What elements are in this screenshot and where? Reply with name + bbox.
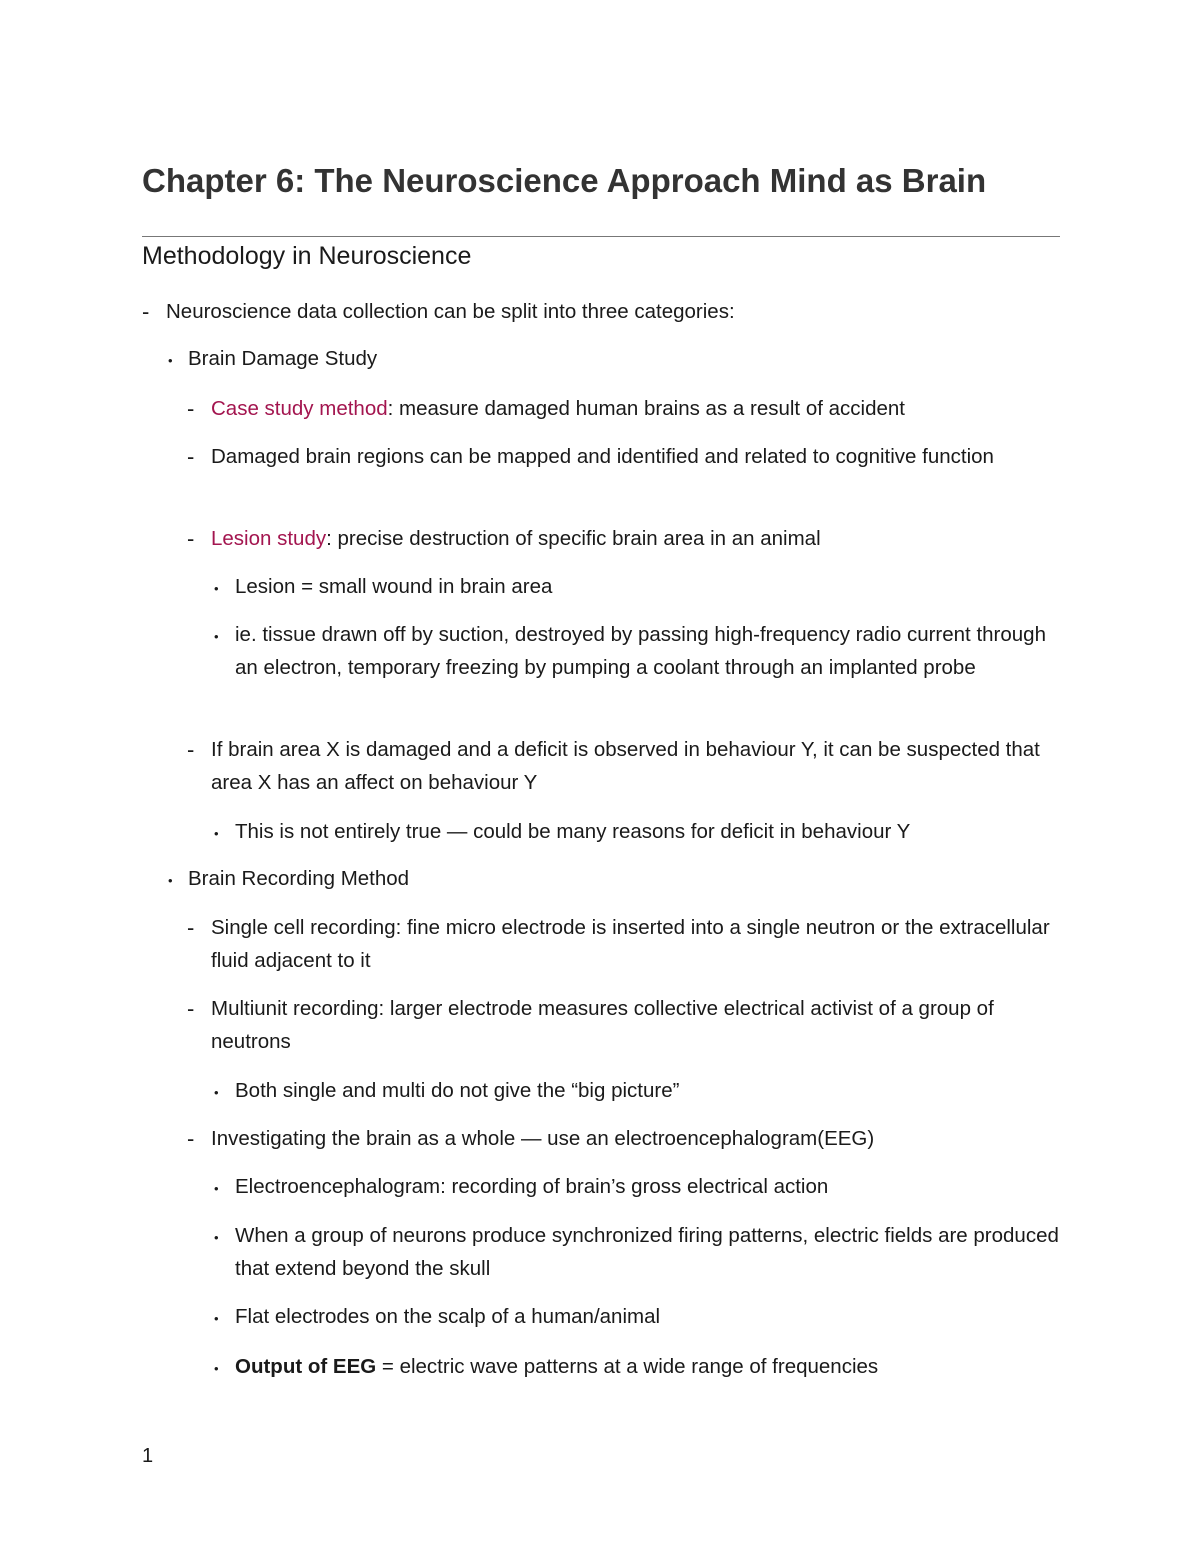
list-item: [235, 1300, 1065, 1333]
bullet-marker: •: [214, 1311, 219, 1326]
item-text: Brain Recording Method: [188, 867, 410, 890]
list-item: [235, 618, 1065, 684]
list-item: [235, 1219, 1065, 1285]
bullet-marker: •: [214, 1181, 219, 1196]
item-text: Damaged brain regions can be mapped and identified and related to cognitive function: [211, 445, 994, 468]
item-text: Neuroscience data collection can be split into three categories:: [166, 300, 735, 323]
item-text: If brain area X is damaged and a deficit is observed in behaviour Y, it can be suspected that area X has an affect on behaviour Y: [211, 738, 1040, 794]
bullet-marker: •: [214, 826, 219, 841]
list-item: [211, 392, 1061, 425]
item-text: Flat electrodes on the scalp of a human/animal: [235, 1305, 661, 1328]
item-text: When a group of neurons produce synchronized firing patterns, electric fields are produced that extend beyond the skull: [235, 1224, 1059, 1280]
item-text: : measure damaged human brains as a result of accident: [387, 397, 905, 420]
item-text: Multiunit recording: larger electrode measures collective electrical activist of a group of neutrons: [211, 997, 994, 1053]
list-item: [188, 862, 1058, 895]
keyword-lesion-study: Lesion study: [211, 527, 327, 550]
dash-marker: -: [142, 299, 150, 324]
list-item: [235, 1170, 1065, 1203]
dash-marker: -: [187, 526, 195, 551]
keyword-case-study-method: Case study method: [211, 397, 388, 420]
bullet-marker: •: [168, 353, 173, 368]
dash-marker: -: [187, 444, 195, 469]
item-text: Electroencephalogram: recording of brain’s gross electrical action: [235, 1175, 829, 1198]
dash-marker: -: [187, 1126, 195, 1151]
bullet-marker: •: [214, 581, 219, 596]
item-text: ie. tissue drawn off by suction, destroyed by passing high-frequency radio current through an electron, temporary freezing by pumping a coolant through an implanted probe: [235, 623, 1046, 679]
dash-marker: -: [187, 737, 195, 762]
list-item: [211, 1122, 1061, 1155]
list-item: [188, 342, 1058, 375]
dash-marker: -: [187, 396, 195, 421]
bullet-marker: •: [214, 1230, 219, 1245]
item-text: Brain Damage Study: [188, 347, 378, 370]
list-item: [211, 992, 1061, 1058]
item-text: Lesion = small wound in brain area: [235, 575, 553, 598]
list-item: [235, 570, 1065, 603]
item-text: Single cell recording: fine micro electrode is inserted into a single neutron or the extracellular fluid adjacent to it: [211, 916, 1050, 972]
title-divider: [142, 236, 1060, 237]
list-item: [235, 815, 1065, 848]
bullet-marker: •: [214, 629, 219, 644]
chapter-title: Chapter 6: The Neuroscience Approach Mind as Brain: [142, 162, 987, 199]
list-item: [166, 295, 1056, 328]
list-item: [211, 911, 1061, 977]
item-text: = electric wave patterns at a wide range of frequencies: [376, 1355, 879, 1378]
bold-term-output-of-eeg: Output of EEG: [235, 1355, 377, 1378]
list-item: [211, 733, 1061, 799]
item-text: This is not entirely true — could be many reasons for deficit in behaviour Y: [235, 820, 911, 843]
section-heading: Methodology in Neuroscience: [142, 242, 472, 270]
list-item: [211, 522, 1061, 555]
bullet-marker: •: [214, 1085, 219, 1100]
bullet-marker: •: [168, 873, 173, 888]
item-text: Investigating the brain as a whole — use an electroencephalogram(EEG): [211, 1127, 875, 1150]
list-item: [235, 1350, 1065, 1383]
dash-marker: -: [187, 915, 195, 940]
item-text: : precise destruction of specific brain area in an animal: [326, 527, 821, 550]
bullet-marker: •: [214, 1361, 219, 1376]
list-item: [235, 1074, 1065, 1107]
item-text: Both single and multi do not give the “big picture”: [235, 1079, 680, 1102]
list-item: [211, 440, 1061, 473]
dash-marker: -: [187, 996, 195, 1021]
page-number: 1: [142, 1445, 154, 1467]
